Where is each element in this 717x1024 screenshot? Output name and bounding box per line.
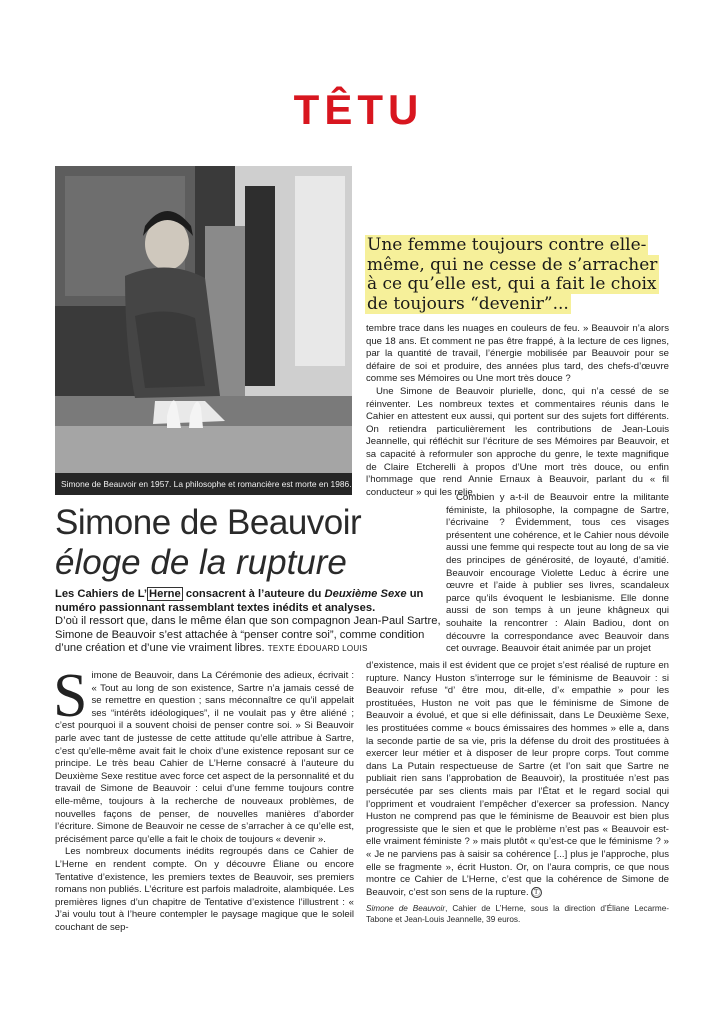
body-paragraph: Combien y a-t-il de Beauvoir entre la militante féministe, la philosophe, la compagne de Sartre, l’écrivaine ? Évidemment, tous ces visages présentent une cohérence, et le Cahier nous dévoile aussi une femme qui respecte tout au long de sa vie des principes de générosité, de loyauté, d’amitié. Beauvoir encourage Violette Leduc à écrire une œuvre et l’aide à publier ses livres, scandaleux parce qu’ils évoquent le lesbianisme. Elle donne aussi de son temps à un jeune khâgneux qui souhaite la rencontrer : Alain Badiou, dont on découvre la correspondance avec Beauvoir dans cet ouvrage. Beauvoir était animée par un projet [446,492,669,655]
body-paragraph: Simone de Beauvoir, dans La Cérémonie des adieux, écrivait : « Tout au long de son existence, Sartre n’a jamais cessé de se remettre en question ; sans méconnaître ce qu’il appelait ses “intérêts idéologiques”, il ne voulait pas y être aliéné ; c’est pourquoi il a souvent choisi de penser contre soi. » Si Beauvoir parle avec tant de justesse de cette attitude qu’elle attribue à Sartre, c’est qu’elle-même avait fait le choix d’une existence reposant sur ce principe. Le très beau Cahier de L’Herne consacré à l’auteure du Deuxième Sexe restitue avec force cet aspect de la personnalité et du travail de Simone de Beauvoir : celui d’une femme toujours contre elle-même, toujours à la recherche de nouveaux problèmes, de nouvelles façons de penser, de nouvelles manières d’aborder l’écriture. Simone de Beauvoir ne cesse de s’arracher à ce qu’elle est, précisément parce qu’elle a fait le choix de toujours « devenir ». [53,662,354,845]
drop-cap: S [53,662,88,730]
body-column-right-bottom [366,660,669,899]
lead-paragraph-1: Les Cahiers de L’ Herne consacrent à l’auteure du Deuxième Sexe un numéro passionnant rassemblant textes inédits et analyses. [55,588,424,614]
article-headline [55,503,435,583]
pull-quote-text: Une femme toujours contre elle-même, qui ne cesse de s’arracher à ce qu’elle est, qui a fait le choix de toujours “devenir”... [367,235,658,314]
portrait-photo [55,166,352,495]
body-paragraph: d’existence, mais il est évident que ce projet s’est réalisé de rupture en rupture. Nancy Huston s’interroge sur le féminisme de Beauvoir : si Beauvoir refuse “d’ être mou, dit-elle, d’« empathie » pour les prostituées, Huston ne voit pas que le féminisme de Simone de Beauvoir a évolué, et que si elle définissait, dans Le Deuxième Sexe, les prostituées comme « boucs émissaires des hommes » elle a, dans la seconde partie de sa vie, pris la défense du droit des prostituées à exercer leur métier et à disposer de leur propre corps. Tout comme dans La Putain respectueuse de Sartre (et l’on sait que Sartre ne publiait rien sans l’approbation de Beauvoir), la prostituée n’est pas persécutée par ses clients mais par l’État et le regard social qui l’oppriment et voudraient l’empêcher d’exercer sa profession. Nancy Huston ne comprend pas que le féminisme de Beauvoir est bien plus progressiste que le sien et que le problème n’est pas « Beauvoir est-elle vraiment féministe ? » mais plutôt « qu’est-ce que le féminisme ? » « Je ne parviens pas à saisir sa cohérence [...] plus je l’approche, plus elle se fragmente », écrit Huston. Or, on l’aura compris, ce que nous montre ce Cahier de L’Herne, c’est que la cohérence de Simone de Beauvoir, c’est son sens de la rupture. Ⓣ [366,660,669,898]
masthead-logo: TÊTU [293,86,424,133]
body-paragraph: Les nombreux documents inédits regroupés dans ce Cahier de L’Herne en rendent compte. On y découvre Éliane ou encore Tentative d’existence, les premiers textes de Beauvoir, ses premiers romans non publiés. L’écriture est parfois maladroite, alambiquée. Les premières lignes d’un chapitre de Tentative d’existence l’illustrent : « J’ai voulu tout à l’heure contempler le paysage magique que le soleil couchant de sep- [55,846,354,933]
book-reference: Simone de Beauvoir, Cahier de L’Herne, sous la direction d’Éliane Lecarme-Tabone et Jean-Louis Jeannelle, 39 euros. [366,904,670,924]
body-column-right-top [366,323,669,499]
headline-line-1: Simone de Beauvoir [55,503,362,542]
article-lead [55,588,450,656]
body-paragraph: Une Simone de Beauvoir plurielle, donc, qui n’a cessé de se réinventer. Les nombreux textes et commentaires réunis dans le Cahier en attestent eux aussi, qui portent sur des sujets fort différents. On retiendra particulièrement les contributions de Jean-Louis Jeannelle, qui réfléchit sur l’écriture de ses Mémoires par Beauvoir, et sa capacité à reformuler son approche du genre, le texte magnifique de Claire Etcherelli à propos d’Une mort très douce, ou enfin l’hommage que rend Annie Ernaux à Beauvoir, parlant du « fil conducteur » qui les relie. [366,385,669,498]
herne-boxed-word: Herne [149,588,181,600]
photo-illustration [55,166,352,473]
author-credit: TEXTE ÉDOUARD LOUIS [267,644,368,653]
pull-quote [365,236,665,314]
body-column-left [53,662,354,934]
end-mark-icon: Ⓣ [531,886,541,897]
body-column-right-middle [446,492,669,656]
headline-line-2: éloge de la rupture [55,543,347,582]
body-paragraph: tembre trace dans les nuages en couleurs de feu. » Beauvoir n’a alors que 18 ans. Et comment ne pas être frappé, à la lecture de ces lignes, par la quantité de travail, l’énergie mobilisée par Beauvoir pour se défaire de soi et produire, des années plus tard, des chefs-d’œuvre comme ses Mémoires ou Une mort très douce ? [366,323,669,385]
photo-caption: Simone de Beauvoir en 1957. La philosophe et romancière est morte en 1986. [55,473,352,495]
lead-paragraph-2: D’où il ressort que, dans le même élan que son compagnon Jean-Paul Sartre, Simone de Beauvoir s’est attachée à “penser contre soi”, comme condition d’une création et d’une vie vraiment libres. [55,615,441,654]
